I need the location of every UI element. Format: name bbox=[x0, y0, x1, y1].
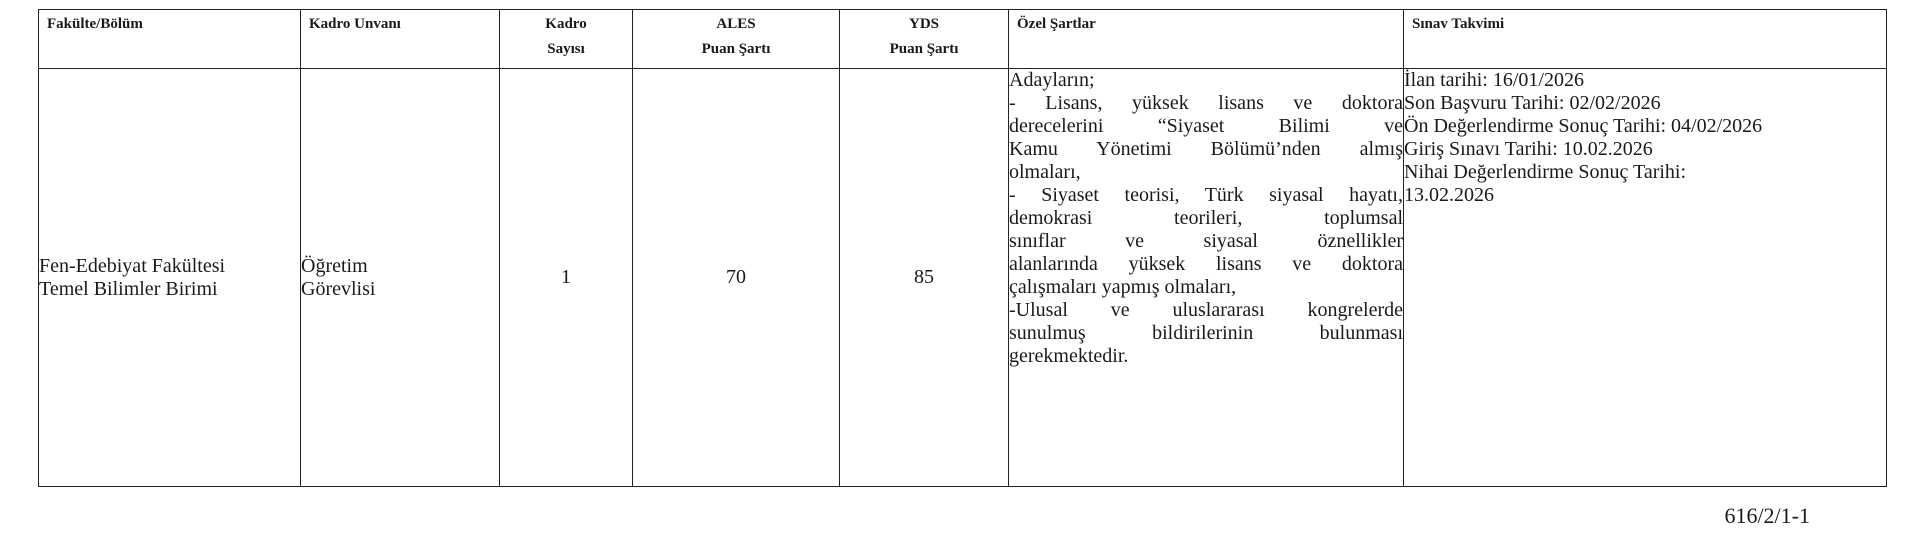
cell-ales bbox=[633, 69, 840, 487]
cell-fakulte bbox=[39, 69, 301, 487]
ozel-line: Kamu Yönetimi Bölümü’nden almış bbox=[1009, 138, 1403, 160]
announcement-table bbox=[38, 9, 1887, 487]
cell-ozel-sartlar bbox=[1009, 69, 1404, 487]
cell-yds bbox=[840, 69, 1009, 487]
header-takvim bbox=[1404, 10, 1887, 69]
cell-kadro-sayisi bbox=[500, 69, 633, 487]
kadro-sayisi-value: 1 bbox=[561, 266, 571, 288]
yds-value: 85 bbox=[914, 266, 934, 288]
header-yds bbox=[840, 10, 1009, 69]
ozel-line: sınıflar ve siyasal öznellikler bbox=[1009, 230, 1403, 252]
ozel-line: -Ulusal ve uluslararası kongrelerde bbox=[1009, 299, 1403, 321]
takvim-line: 13.02.2026 bbox=[1404, 184, 1494, 206]
header-kadro-line1: Kadro bbox=[545, 16, 587, 32]
header-ozel bbox=[1009, 10, 1404, 69]
header-fakulte bbox=[39, 10, 301, 69]
ozel-line: - Lisans, yüksek lisans ve doktora bbox=[1009, 92, 1403, 114]
header-ales-line2: Puan Şartı bbox=[701, 41, 771, 57]
ozel-line: gerekmektedir. bbox=[1009, 345, 1129, 367]
ozel-line: derecelerini “Siyaset Bilimi ve bbox=[1009, 115, 1403, 137]
cell-unvan bbox=[301, 69, 500, 487]
header-ales-line1: ALES bbox=[716, 16, 756, 32]
unvan-line2: Görevlisi bbox=[301, 277, 376, 300]
ozel-line: sunulmuş bildirilerinin bulunması bbox=[1009, 322, 1403, 344]
takvim-line: İlan tarihi: 16/01/2026 bbox=[1404, 69, 1584, 91]
unvan-line1: Öğretim bbox=[301, 254, 368, 277]
cell-sinav-takvimi bbox=[1404, 69, 1887, 487]
takvim-line: Son Başvuru Tarihi: 02/02/2026 bbox=[1404, 92, 1661, 114]
ales-value: 70 bbox=[726, 266, 746, 288]
takvim-line: Ön Değerlendirme Sonuç Tarihi: 04/02/2026 bbox=[1404, 115, 1763, 137]
header-unvan bbox=[301, 10, 500, 69]
ozel-line: olmaları, bbox=[1009, 161, 1081, 183]
header-ozel-label: Özel Şartlar bbox=[1017, 16, 1096, 32]
takvim-line: Giriş Sınavı Tarihi: 10.02.2026 bbox=[1404, 138, 1653, 160]
header-ales bbox=[633, 10, 840, 69]
ozel-line: - Siyaset teorisi, Türk siyasal hayatı, bbox=[1009, 184, 1403, 206]
header-yds-line1: YDS bbox=[908, 16, 939, 32]
ozel-line: alanlarında yüksek lisans ve doktora bbox=[1009, 253, 1403, 275]
takvim-line: Nihai Değerlendirme Sonuç Tarihi: bbox=[1404, 161, 1687, 183]
header-kadro bbox=[500, 10, 633, 69]
fakulte-line2: Temel Bilimler Birimi bbox=[39, 277, 218, 300]
page-number: 616/2/1-1 bbox=[1724, 503, 1810, 528]
fakulte-line1: Fen-Edebiyat Fakültesi bbox=[39, 254, 226, 277]
header-takvim-label: Sınav Takvimi bbox=[1412, 16, 1505, 32]
header-fakulte-label: Fakülte/Bölüm bbox=[47, 16, 143, 32]
header-unvan-label: Kadro Unvanı bbox=[309, 16, 401, 32]
header-kadro-line2: Sayısı bbox=[547, 41, 585, 57]
ozel-line: demokrasi teorileri, toplumsal bbox=[1009, 207, 1403, 229]
header-row bbox=[39, 10, 1887, 69]
ozel-line: çalışmaları yapmış olmaları, bbox=[1009, 276, 1237, 298]
ozel-line: Adayların; bbox=[1009, 69, 1095, 91]
header-yds-line2: Puan Şartı bbox=[889, 41, 959, 57]
table-row bbox=[39, 69, 1887, 487]
